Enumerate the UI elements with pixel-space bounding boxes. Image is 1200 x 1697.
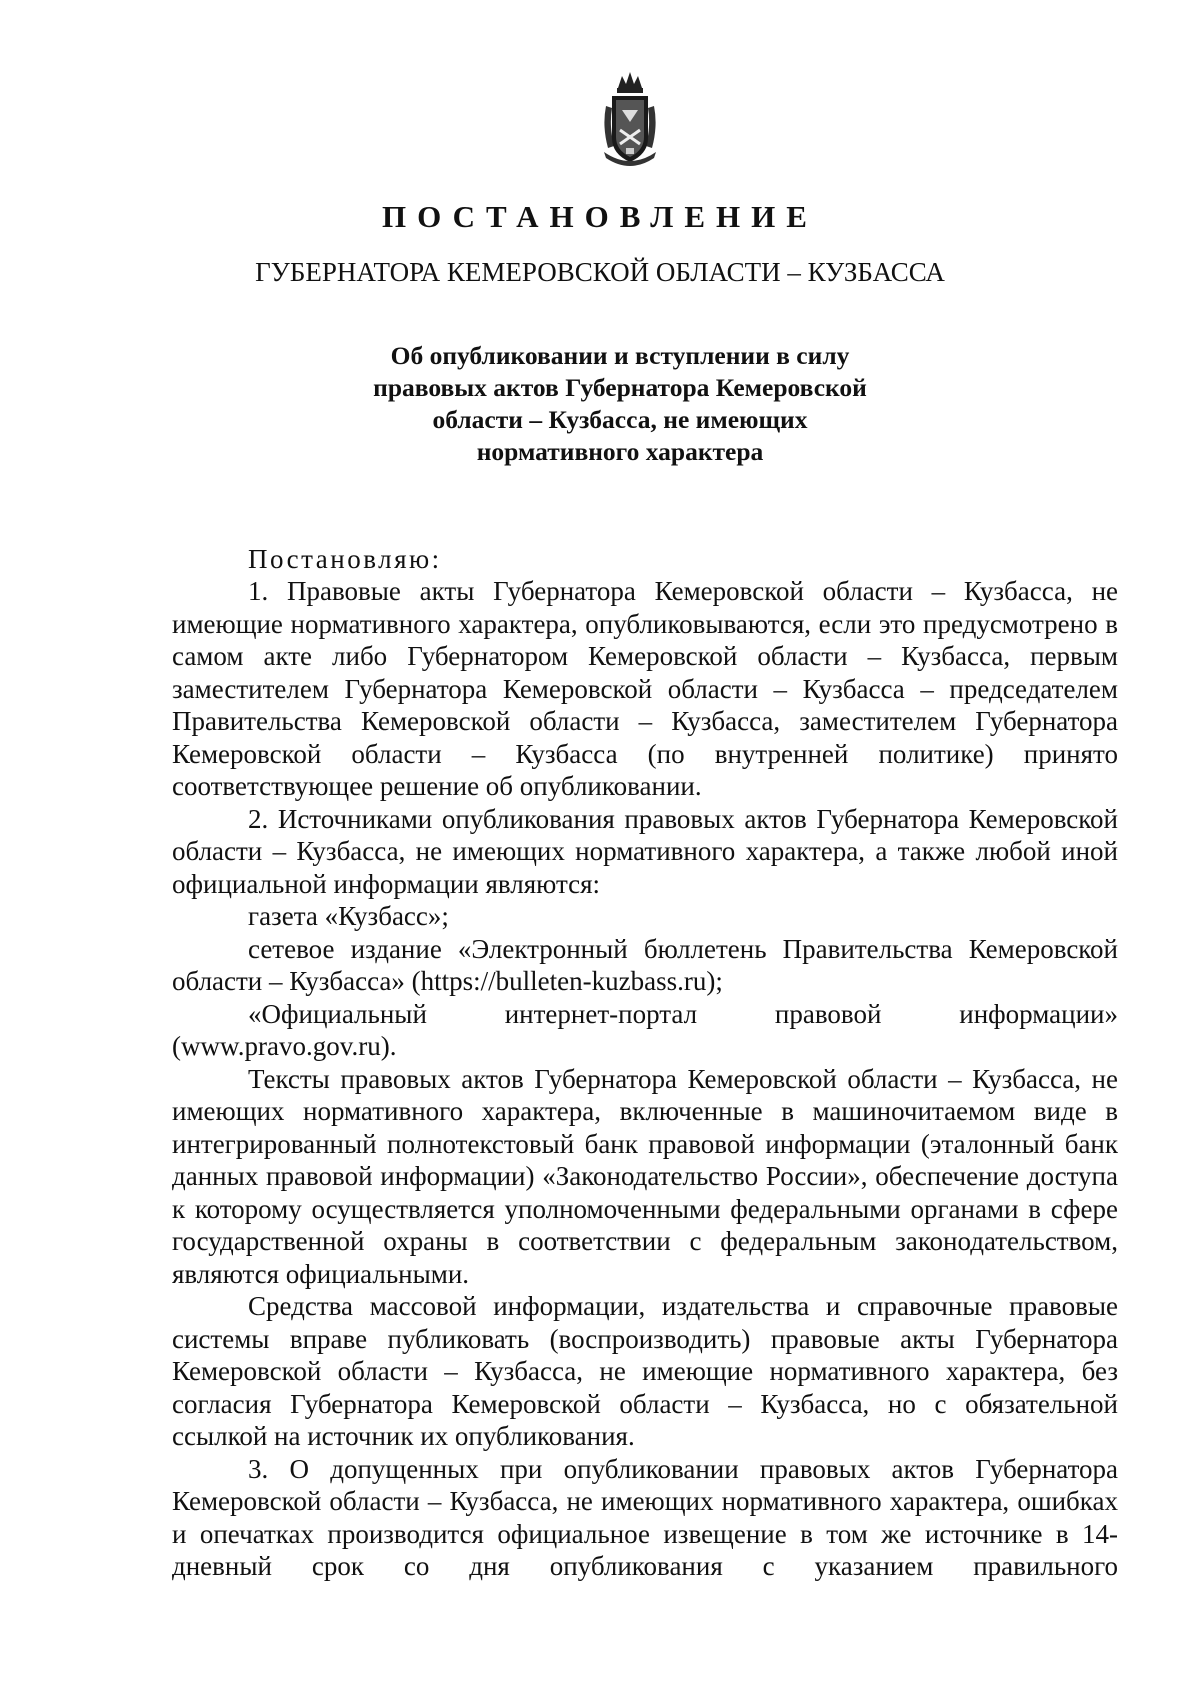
- media-rights-paragraph: Средства массовой информации, издательства и справочные правовые системы вправе публиковать (воспроизводить) правовые акты Губернатора Кемеровской области – Кузбасса, не имеющие нормативного характера, без согласия Губернатора Кемеровской области – Кузбасса, но с обязательной ссылкой на источник их опубликования.: [172, 1291, 1118, 1451]
- document-body: [172, 575, 1118, 1583]
- clause-1-paragraph: 1. Правовые акты Губернатора Кемеровской области – Кузбасса, не имеющие нормативного характера, опубликовываются, если это предусмотрено в самом акте либо Губернатором Кемеровской области – Кузбасса, первым заместителем Губернатора Кемеровской области – Кузбасса – председателем Правительства Кемеровской области – Кузбасса, заместителем Губернатора Кемеровской области – Кузбасса (по внутренней политике) принято соответствующее решение об опубликовании.: [172, 576, 1118, 801]
- resolving-phrase: Постановляю:: [248, 544, 442, 574]
- document-type-heading: ПОСТАНОВЛЕНИЕ: [382, 199, 818, 234]
- clause-3-paragraph: 3. О допущенных при опубликовании правовых актов Губернатора Кемеровской области – Кузбасса, не имеющих нормативного характера, ошибках и опечатках производится официальное извещение в том же источнике в 14-дневный срок со дня опубликования с указанием правильного: [172, 1453, 1118, 1581]
- title-line: Об опубликовании и вступлении в силу: [390, 341, 850, 370]
- issuer-heading: ГУБЕРНАТОРА КЕМЕРОВСКОЙ ОБЛАСТИ – КУЗБАССА: [255, 257, 945, 287]
- source-newspaper-item: газета «Кузбасс»;: [248, 901, 449, 931]
- source-bulletin-item: сетевое издание «Электронный бюллетень Правительства Кемеровской области – Кузбасса» (https://bulleten-kuzbass.ru);: [172, 933, 1118, 996]
- clause-2-paragraph: 2. Источниками опубликования правовых актов Губернатора Кемеровской области – Кузбасса, не имеющих нормативного характера, а также любой иной официальной информации являются:: [172, 803, 1118, 899]
- official-texts-paragraph: Тексты правовых актов Губернатора Кемеровской области – Кузбасса, не имеющих нормативного характера, включенные в машиночитаемом виде в интегрированный полнотекстовый банк правовой информации (эталонный банк данных правовой информации) «Законодательство России», обеспечение доступа к которому осуществляется уполномоченными федеральными органами в сфере государственной охраны в соответствии с федеральным законодательством, являются официальными.: [172, 1063, 1118, 1289]
- title-line: области – Кузбасса, не имеющих: [432, 405, 808, 434]
- coat-of-arms-icon: [600, 66, 660, 170]
- title-line: правовых актов Губернатора Кемеровской: [373, 373, 867, 402]
- document-title: [300, 340, 940, 468]
- title-line: нормативного характера: [476, 437, 764, 466]
- source-portal-item: «Официальный интернет-портал правовой информации» (www.pravo.gov.ru).: [172, 998, 1118, 1061]
